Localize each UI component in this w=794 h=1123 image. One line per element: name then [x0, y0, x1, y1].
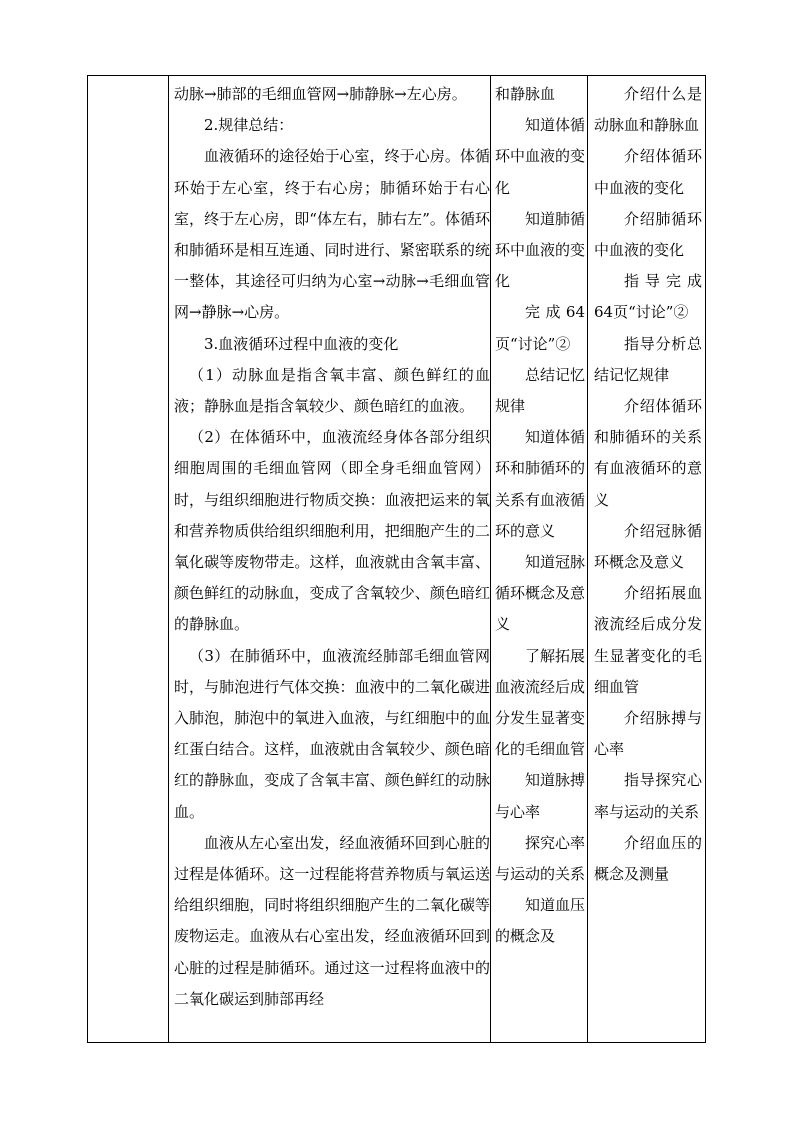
student-activity: 知道体循环和肺循环的关系有血液循环的意义: [495, 428, 586, 540]
teacher-activity: 介绍肺循环中血液的变化: [594, 209, 702, 260]
teacher-activity: 指导分析总结记忆规律: [594, 334, 702, 384]
student-activity: 探究心率与运动的关系: [495, 833, 586, 884]
content-column: [174, 79, 490, 1015]
student-activity: 知道血压的概念及: [495, 896, 586, 946]
teacher-activity: 介绍冠脉循环概念及意义: [594, 521, 702, 572]
content-paragraph: 血液循环的途径始于心室，终于心房。体循环始于左心室，终于右心房；肺循环始于右心室，终于左心房，即“体左右，肺右左”。体循环和肺循环是相互连通、同时进行、紧密联系的统一整体，其途径可归纳为心室→动脉→毛细血管网→静脉→心房。: [174, 147, 490, 322]
teacher-activity: 介绍体循环和肺循环的关系有血液循环的意义: [594, 397, 702, 509]
student-activity: 完成64页“讨论”②: [495, 303, 585, 353]
student-activity: 了解拓展血液流经后成分发生显著变化的毛细血管: [495, 646, 586, 759]
teacher-activity: 指导完成64页“讨论”②: [594, 272, 702, 322]
student-activity: 知道脉搏与心率: [495, 771, 586, 821]
teacher-activity: 介绍体循环中血液的变化: [594, 147, 702, 197]
student-activity: 知道体循环中血液的变化: [495, 116, 586, 197]
student-activity: 知道肺循环中血液的变化: [495, 209, 586, 291]
content-heading: 2.规律总结：: [204, 116, 294, 135]
student-activity-column: [495, 79, 585, 953]
teacher-activity: 介绍什么是动脉血和静脉血: [594, 85, 702, 135]
content-paragraph: （3）在肺循环中，血液流经肺部毛细血管网时，与肺泡进行气体交换：血液中的二氧化碳进入肺泡，肺泡中的氧进入血液，与红细胞中的血红蛋白结合。这样，血液就由含氧较少、颜色暗红的静脉血，变成了含氧丰富、颜色鲜红的动脉血。: [174, 646, 490, 821]
content-heading: 3.血液循环过程中血液的变化: [204, 334, 399, 353]
content-paragraph: （1）动脉血是指含氧丰富、颜色鲜红的血液；静脉血是指含氧较少、颜色暗红的血液。: [174, 365, 490, 416]
teacher-activity: 指导探究心率与运动的关系: [594, 771, 702, 821]
column-divider: [490, 76, 491, 1042]
column-divider: [587, 76, 588, 1042]
lesson-table: [87, 75, 706, 1043]
student-activity: 和静脉血: [495, 85, 556, 103]
student-activity: 总结记忆规律: [495, 365, 586, 416]
teacher-activity: 介绍拓展血液流经后成分发生显著变化的毛细血管: [594, 584, 702, 696]
teacher-activity-column: [594, 79, 702, 890]
content-paragraph: 动脉→肺部的毛细血管网→肺静脉→左心房。: [174, 85, 467, 103]
teacher-activity: 介绍血压的概念及测量: [594, 833, 702, 884]
content-paragraph: （2）在体循环中，血液流经身体各部分组织细胞周围的毛细血管网（即全身毛细血管网）时，与组织细胞进行物质交换：血液把运来的氧和营养物质供给组织细胞利用，把细胞产生的二氧化碳等废物带走。这样，血液就由含氧丰富、颜色鲜红的动脉血，变成了含氧较少、颜色暗红的静脉血。: [174, 428, 490, 634]
teacher-activity: 介绍脉搏与心率: [594, 709, 702, 759]
content-paragraph: 血液从左心室出发，经血液循环回到心脏的过程是体循环。这一过程能将营养物质与氧运送给组织细胞，同时将组织细胞产生的二氧化碳等废物运走。血液从右心室出发，经血液循环回到心脏的过程是肺循环。通过这一过程将血液中的二氧化碳运到肺部再经: [174, 833, 490, 1008]
column-divider: [168, 76, 169, 1042]
student-activity: 知道冠脉循环概念及意义: [495, 553, 586, 634]
